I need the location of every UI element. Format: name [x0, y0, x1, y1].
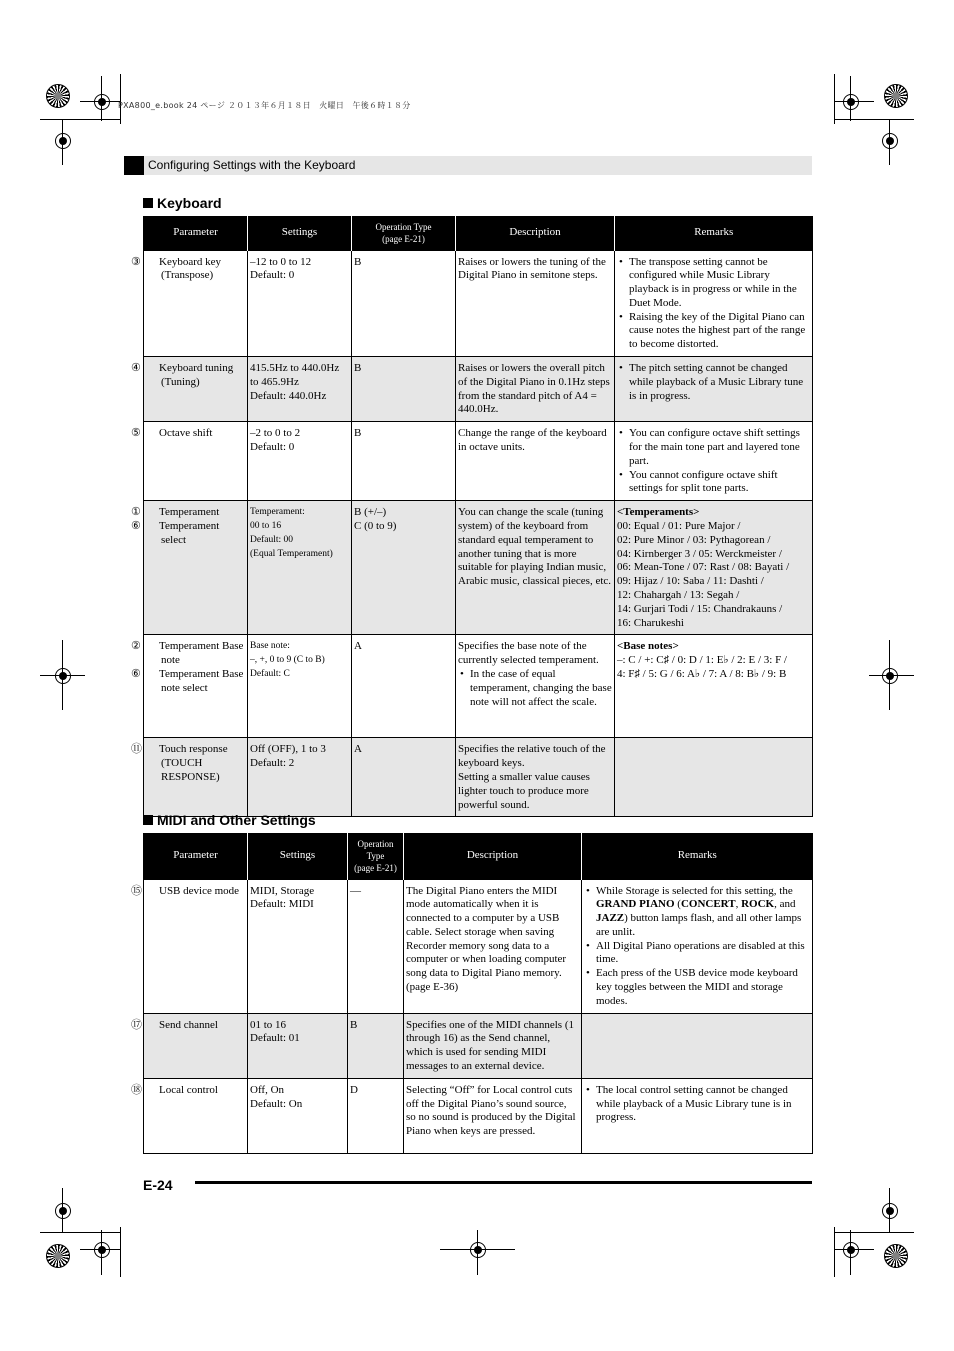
column-header: Settings — [248, 833, 348, 879]
settings-cell: 415.5Hz to 440.0Hz to 465.9Hz Default: 440.0Hz — [248, 357, 352, 422]
chapter-title: Configuring Settings with the Keyboard — [148, 158, 356, 172]
remarks-cell: • The local control setting cannot be changed while playback of a Music Library tune is in progress. — [582, 1078, 813, 1153]
op-type-cell: B — [352, 250, 456, 357]
remarks-cell: • The transpose setting cannot be configured while Music Library playback is in progress or while in the Duet Mode. • Raising the key of the Digital Piano can cause notes the highest part of the range to become distorted. — [615, 250, 813, 357]
op-type-cell: A — [352, 635, 456, 738]
registration-target-icon — [470, 1242, 486, 1258]
remarks-cell: • You can configure octave shift settings for the main tone part and layered tone part. • You cannot configure octave shift settings for split tone parts. — [615, 422, 813, 501]
op-type-cell: D — [348, 1078, 404, 1153]
remarks-cell — [582, 1013, 813, 1078]
registration-rosette-icon — [46, 84, 70, 108]
column-header: Operation Type (page E-21) — [352, 216, 456, 250]
settings-cell: MIDI, Storage Default: MIDI — [248, 879, 348, 1013]
registration-target-icon — [55, 1203, 71, 1219]
column-header: Description — [456, 216, 615, 250]
param-cell: ⑮ USB device mode — [144, 879, 248, 1013]
column-header: Settings — [248, 216, 352, 250]
remarks-cell: • The pitch setting cannot be changed while playback of a Music Library tune is in progress. — [615, 357, 813, 422]
settings-cell: Base note: –, +, 0 to 9 (C to B) Default: C — [248, 635, 352, 738]
registration-target-icon — [55, 668, 71, 684]
op-type-cell: B (+/–) C (0 to 9) — [352, 501, 456, 635]
op-type-cell: B — [352, 357, 456, 422]
param-cell: ② Temperament Base note ⑥ Temperament Base note select — [144, 635, 248, 738]
table-row — [144, 879, 813, 1013]
op-type-cell: B — [352, 422, 456, 501]
section-title-midi — [143, 812, 316, 828]
registration-rosette-icon — [884, 84, 908, 108]
registration-target-icon — [882, 133, 898, 149]
settings-cell: 01 to 16 Default: 01 — [248, 1013, 348, 1078]
section-title-keyboard — [143, 195, 222, 211]
registration-target-icon — [94, 94, 110, 110]
remarks-cell: <Temperaments> 00: Equal / 01: Pure Major / 02: Pure Minor / 03: Pythagorean / 04: Kirnberger 3 / 05: Werckmeister / 06: Mean-Tone / 07: Rast / 08: Bayati / 09: Hijaz / 10: Saba / 11: Dashti / 12: Chahargah / 13: Segah / 14: Gurjari Todi / 15: Chandrakauns / 16: Charukeshi — [615, 501, 813, 635]
registration-rosette-icon — [46, 1244, 70, 1268]
description-cell: Specifies the relative touch of the keyboard keys. Setting a smaller value causes lighter touch to produce more powerful sound. — [456, 738, 615, 817]
footer-rule — [195, 1181, 812, 1184]
op-type-cell: B — [348, 1013, 404, 1078]
registration-target-icon — [55, 133, 71, 149]
header-marker — [124, 156, 144, 175]
description-cell: Change the range of the keyboard in octave units. — [456, 422, 615, 501]
column-header: Remarks — [615, 216, 813, 250]
param-cell: ③ Keyboard key (Transpose) — [144, 250, 248, 357]
description-cell: Selecting “Off” for Local control cuts off the Digital Piano’s sound source, so no sound is produced by the Digital Piano when keys are pressed. — [404, 1078, 582, 1153]
chapter-header — [124, 156, 812, 175]
section-square-icon — [143, 198, 153, 208]
column-header: Operation Type (page E-21) — [348, 833, 404, 879]
column-header: Description — [404, 833, 582, 879]
table-row — [144, 635, 813, 738]
table-row — [144, 738, 813, 817]
table-row — [144, 250, 813, 357]
table-header-row — [144, 216, 813, 250]
registration-target-icon — [843, 94, 859, 110]
op-type-cell: A — [352, 738, 456, 817]
settings-cell: Off, On Default: On — [248, 1078, 348, 1153]
table-row — [144, 501, 813, 635]
description-cell: Specifies one of the MIDI channels (1 through 16) as the Send channel, which is used for sending MIDI messages to an external device. — [404, 1013, 582, 1078]
section-square-icon — [143, 815, 153, 825]
registration-target-icon — [882, 1203, 898, 1219]
description-cell: You can change the scale (tuning system) of the keyboard from standard equal temperament to another tuning that is more suitable for playing Indian music, Arabic music, classical pieces, etc. — [456, 501, 615, 635]
section-title-text: Keyboard — [157, 195, 222, 211]
param-cell: ① Temperament ⑥ Temperament select — [144, 501, 248, 635]
column-header: Parameter — [144, 216, 248, 250]
keyboard-settings-table — [131, 216, 813, 817]
remarks-cell: • While Storage is selected for this setting, the GRAND PIANO (CONCERT, ROCK, and JAZZ) button lamps flash, and all other lamps are unlit. • All Digital Piano operations are disabled at this time. • Each press of the USB device mode keyboard key toggles between the MIDI and storage modes. — [582, 879, 813, 1013]
param-cell: ⑪ Touch response (TOUCH RESPONSE) — [144, 738, 248, 817]
settings-cell: Off (OFF), 1 to 3 Default: 2 — [248, 738, 352, 817]
registration-target-icon — [843, 1242, 859, 1258]
midi-settings-table — [131, 833, 813, 1154]
print-info: PXA800_e.book 24 ページ ２０１３年６月１８日 火曜日 午後６時１８分 — [118, 101, 411, 110]
registration-target-icon — [882, 668, 898, 684]
table-header-row — [144, 833, 813, 879]
table-row — [144, 1078, 813, 1153]
param-cell: ④ Keyboard tuning (Tuning) — [144, 357, 248, 422]
table-row — [144, 357, 813, 422]
page-number: E-24 — [143, 1177, 173, 1193]
description-cell: Raises or lowers the tuning of the Digital Piano in semitone steps. — [456, 250, 615, 357]
column-header: Remarks — [582, 833, 813, 879]
settings-cell: –2 to 0 to 2 Default: 0 — [248, 422, 352, 501]
param-cell: ⑤ Octave shift — [144, 422, 248, 501]
op-type-cell: — — [348, 879, 404, 1013]
column-header: Parameter — [144, 833, 248, 879]
registration-target-icon — [94, 1242, 110, 1258]
settings-cell: Temperament: 00 to 16 Default: 00 (Equal Temperament) — [248, 501, 352, 635]
table-row — [144, 422, 813, 501]
param-cell: ⑱ Local control — [144, 1078, 248, 1153]
table-row — [144, 1013, 813, 1078]
settings-cell: –12 to 0 to 12 Default: 0 — [248, 250, 352, 357]
remarks-cell: <Base notes> –: C / +: C♯ / 0: D / 1: E♭ / 2: E / 3: F / 4: F♯ / 5: G / 6: A♭ / 7: A / 8: B♭ / 9: B — [615, 635, 813, 738]
description-cell: Raises or lowers the overall pitch of the Digital Piano in 0.1Hz steps from the standard pitch of A4 = 440.0Hz. — [456, 357, 615, 422]
section-title-text: MIDI and Other Settings — [157, 812, 316, 828]
description-cell: Specifies the base note of the currently selected temperament. • In the case of equal temperament, changing the base note will not affect the scale. — [456, 635, 615, 738]
remarks-cell — [615, 738, 813, 817]
registration-rosette-icon — [884, 1244, 908, 1268]
description-cell: The Digital Piano enters the MIDI mode automatically when it is connected to a computer by a USB cable. Select storage when saving Recorder memory song data to a computer or when loading computer song data to Digital Piano memory. (page E-36) — [404, 879, 582, 1013]
param-cell: ⑰ Send channel — [144, 1013, 248, 1078]
